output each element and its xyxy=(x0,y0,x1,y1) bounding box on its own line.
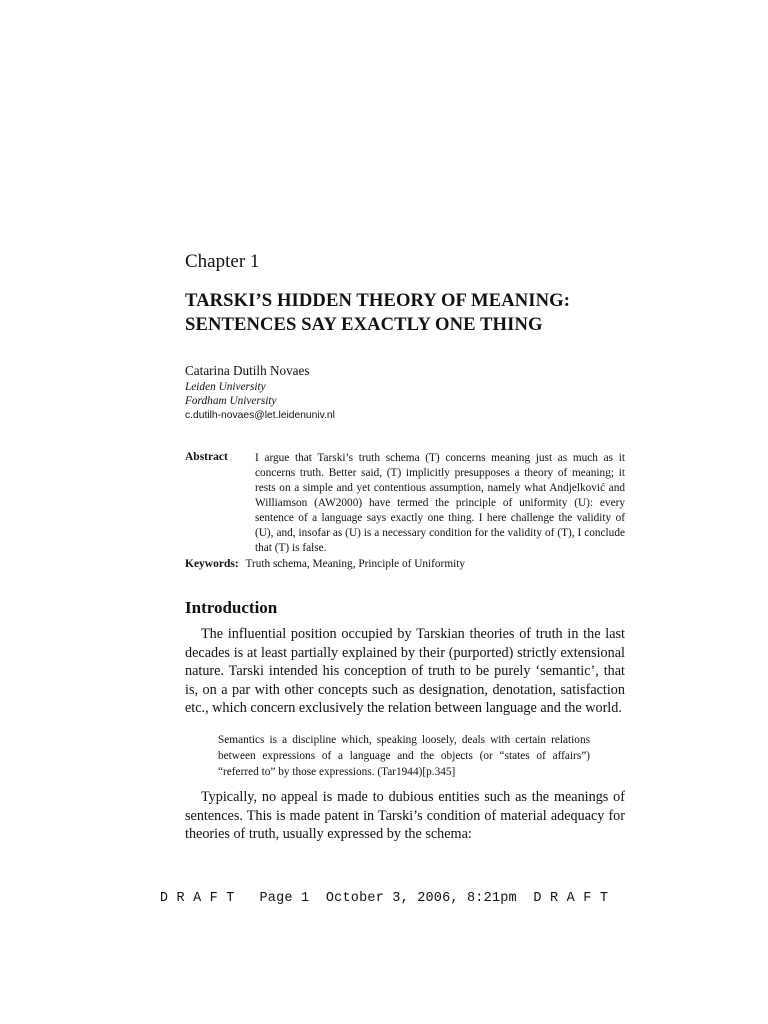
section-heading: Introduction xyxy=(185,598,278,617)
author-email: c.dutilh-novaes@let.leidenuniv.nl xyxy=(185,410,335,421)
title-line-1: TARSKI’S HIDDEN THEORY OF MEANING: xyxy=(185,290,570,311)
affiliation-2: Fordham University xyxy=(185,395,277,407)
chapter-label: Chapter 1 xyxy=(185,251,260,272)
draft-footer: D R A F T Page 1 October 3, 2006, 8:21pm D R A F T xyxy=(159,891,609,906)
paragraph-1: The influential position occupied by Tarskian theories of truth in the last decades is at least partially explained by their (purported) strictly extensional nature. Tarski intended his conception of truth to be purely ‘semantic’, that is, on a par with other concepts such as designation, denotation, satisfaction etc., which concern exclusively the relation between language and the world. xyxy=(185,626,625,716)
keywords-label: Keywords: xyxy=(185,558,239,570)
paper-title xyxy=(185,289,645,337)
keywords-value: Truth schema, Meaning, Principle of Uniformity xyxy=(245,558,466,570)
title-line-2: SENTENCES SAY EXACTLY ONE THING xyxy=(185,314,543,335)
author-name: Catarina Dutilh Novaes xyxy=(185,363,310,378)
paragraph-2: Typically, no appeal is made to dubious entities such as the meanings of sentences. This is made patent in Tarski’s condition of material adequacy for theories of truth, usually expressed by the schema: xyxy=(185,789,625,842)
block-quote: Semantics is a discipline which, speaking loosely, deals with certain relations between expressions of a language and the objects (or “states of affairs”) “referred to” by those expressions. (Tar1944)[p.345] xyxy=(218,734,590,778)
affiliation-1: Leiden University xyxy=(185,381,266,393)
abstract-label: Abstract xyxy=(185,451,228,463)
abstract-text: I argue that Tarski’s truth schema (T) concerns meaning just as much as it concerns truth. Better said, (T) implicitly presupposes a theory of meaning; it rests on a simple and yet contentious assumption, namely what Andjelković and Williamson (AW2000) have termed the principle of uniformity (U): every sentence of a language says exactly one thing. I here challenge the validity of (U), and, insofar as (U) is a necessary condition for the validity of (T), I conclude that (T) is false. xyxy=(255,452,625,554)
author-block xyxy=(185,362,335,424)
keywords-row xyxy=(185,558,465,570)
